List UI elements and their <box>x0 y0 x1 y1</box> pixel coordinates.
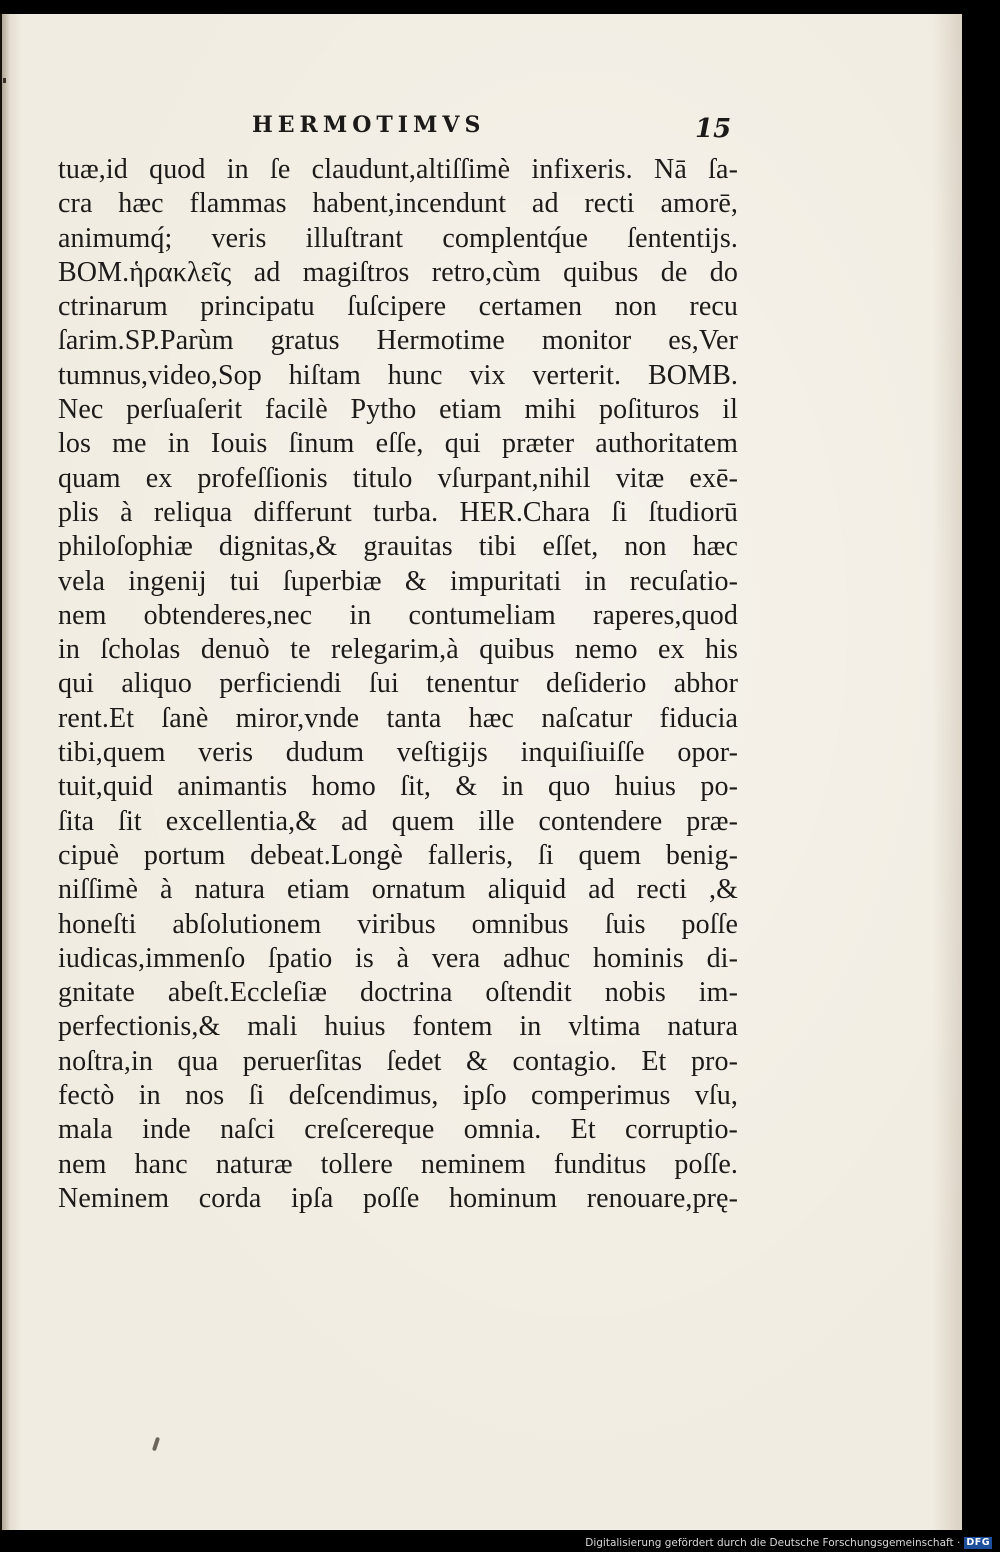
text-line: quam ex profeſſionis titulo vſurpant,nihil vitæ exē- <box>58 462 738 494</box>
page-number: 15 <box>695 114 732 144</box>
digitization-credit <box>585 1537 992 1549</box>
text-line: honeſti abſolutionem viribus omnibus ſuis poſſe <box>58 908 738 940</box>
paper-speck <box>3 78 6 83</box>
text-line: philoſophiæ dignitas,& grauitas tibi eſſet, non hæc <box>58 531 738 563</box>
text-line: ſita ſit excellentia,& ad quem ille contendere præ- <box>58 805 738 837</box>
text-line: vela ingenij tui ſuperbiæ & impuritati in recuſatio- <box>58 565 738 597</box>
text-line: cra hæc flammas habent,incendunt ad recti amorē, <box>58 188 738 220</box>
text-line: nem obtenderes,nec in contumeliam raperes,quod <box>58 599 738 631</box>
gutter-shadow <box>0 14 10 1530</box>
text-line: plis à reliqua differunt turba. HER.Chara ſi ſtudiorū <box>58 496 738 528</box>
text-line: mala inde naſci creſcereque omnia. Et corruptio- <box>58 1114 738 1146</box>
text-line: Neminem corda ipſa poſſe hominum renouare,prę- <box>58 1182 738 1214</box>
text-line: tibi,quem veris dudum veſtigijs inquiſiuiſſe opor- <box>58 737 738 769</box>
text-line: qui aliquo perficiendi ſui tenentur deſiderio abhor <box>58 668 738 700</box>
credit-text: Digitalisierung gefördert durch die Deutsche Forschungsgemeinschaft · <box>585 1537 961 1549</box>
text-line: noſtra,in qua peruerſitas ſedet & contagio. Et pro- <box>58 1045 738 1077</box>
text-line: in ſcholas denuò te relegarim,à quibus nemo ex his <box>58 634 738 666</box>
text-line: animumq́; veris illuſtrant complentq́ue ſententijs. <box>58 222 738 254</box>
text-line: gnitate abeſt.Eccleſiæ doctrina oſtendit nobis im- <box>58 977 738 1009</box>
text-line: fectò in nos ſi deſcendimus, ipſo comperimus vſu, <box>58 1080 738 1112</box>
dfg-logo-icon: DFG <box>966 1537 990 1548</box>
text-line: perfectionis,& mali huius fontem in vltima natura <box>58 1011 738 1043</box>
text-line: tuit,quid animantis homo ſit, & in quo huius po- <box>58 771 738 803</box>
text-line: iudicas,immenſo ſpatio is à vera adhuc hominis di- <box>58 942 738 974</box>
text-line: rent.Et ſanè miror,vnde tanta hæc naſcatur fiducia <box>58 702 738 734</box>
text-line: ſarim.SP.Parùm gratus Hermotime monitor es,Ver <box>58 325 738 357</box>
text-line: tumnus,video,Sop hiſtam hunc vix verterit. BOMB. <box>58 359 738 391</box>
text-line: ctrinarum principatu ſuſcipere certamen non recu <box>58 291 738 323</box>
text-line: tuæ,id quod in ſe claudunt,altiſſimè infixeris. Nā ſa- <box>58 154 738 185</box>
running-title: HERMOTIMVS <box>252 112 486 138</box>
text-line: BOM.ἡρακλεῖς ad magiſtros retro,cùm quibus de do <box>58 256 738 288</box>
text-line: cipuè portum debeat.Longè falleris, ſi quem benig- <box>58 839 738 871</box>
text-line: los me in Iouis ſinum eſſe, qui præter authoritatem <box>58 428 738 460</box>
text-line: nem hanc naturæ tollere neminem funditus poſſe. <box>58 1148 738 1180</box>
text-line: niſſimè à natura etiam ornatum aliquid ad recti ,& <box>58 874 738 906</box>
body-text <box>58 153 738 1216</box>
text-line: Nec perſuaſerit facilè Pytho etiam mihi poſituros il <box>58 394 738 426</box>
